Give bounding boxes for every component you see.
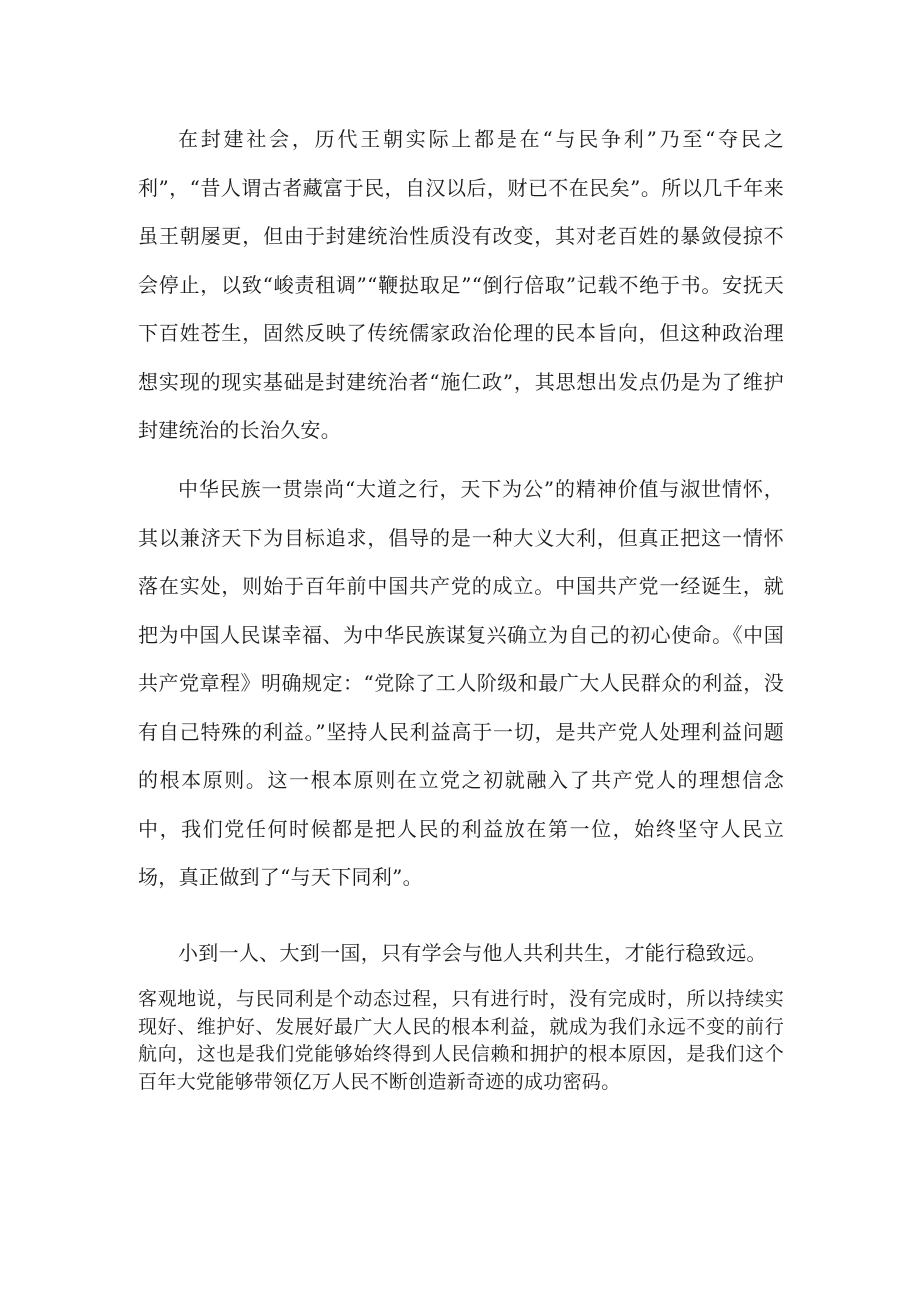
- paragraph-shared-benefit: 小到一人、大到一国，只有学会与他人共利共生，才能行稳致远。: [178, 941, 767, 965]
- paragraph-feudal-society: 在封建社会，历代王朝实际上都是在“与民争利”乃至“夺民之利”，“昔人谓古者藏富于民，自汉以后，财已不在民矣”。所以几千年来虽王朝屡更，但由于封建统治性质没有改变，其对老百姓的暴敛侵掠不会停止，以致“峻责租调”“鞭挞取足”“倒行倍取”记载不绝于书。安抚天下百姓苍生，固然反映了传统儒家政治伦理的民本旨向，但这种政治理想实现的现实基础是封建统治者“施仁政”，其思想出发点仍是为了维护封建统治的长治久安。: [138, 127, 784, 442]
- paragraph-conclusion: 客观地说，与民同利是个动态过程，只有进行时，没有完成时，所以持续实现好、维护好、发展好最广大人民的根本利益，就成为我们永远不变的前行航向，这也是我们党能够始终得到人民信赖和拥护的根本原因，是我们这个百年大党能够带领亿万人民不断创造新奇迹的成功密码。: [138, 988, 784, 1093]
- paragraph-chinese-nation: 中华民族一贯崇尚“大道之行，天下为公”的精神价值与淑世情怀，其以兼济天下为目标追求，倡导的是一种大义大利，但真正把这一情怀落在实处，则始于百年前中国共产党的成立。中国共产党一经诞生，就把为中国人民谋幸福、为中华民族谋复兴确立为自己的初心使命。《中国共产党章程》明确规定：“党除了工人阶级和最广大人民群众的利益，没有自己特殊的利益。”坚持人民利益高于一切，是共产党人处理利益问题的根本原则。这一根本原则在立党之初就融入了共产党人的理想信念中，我们党任何时候都是把人民的利益放在第一位，始终坚守人民立场，真正做到了“与天下同利”。: [138, 477, 784, 889]
